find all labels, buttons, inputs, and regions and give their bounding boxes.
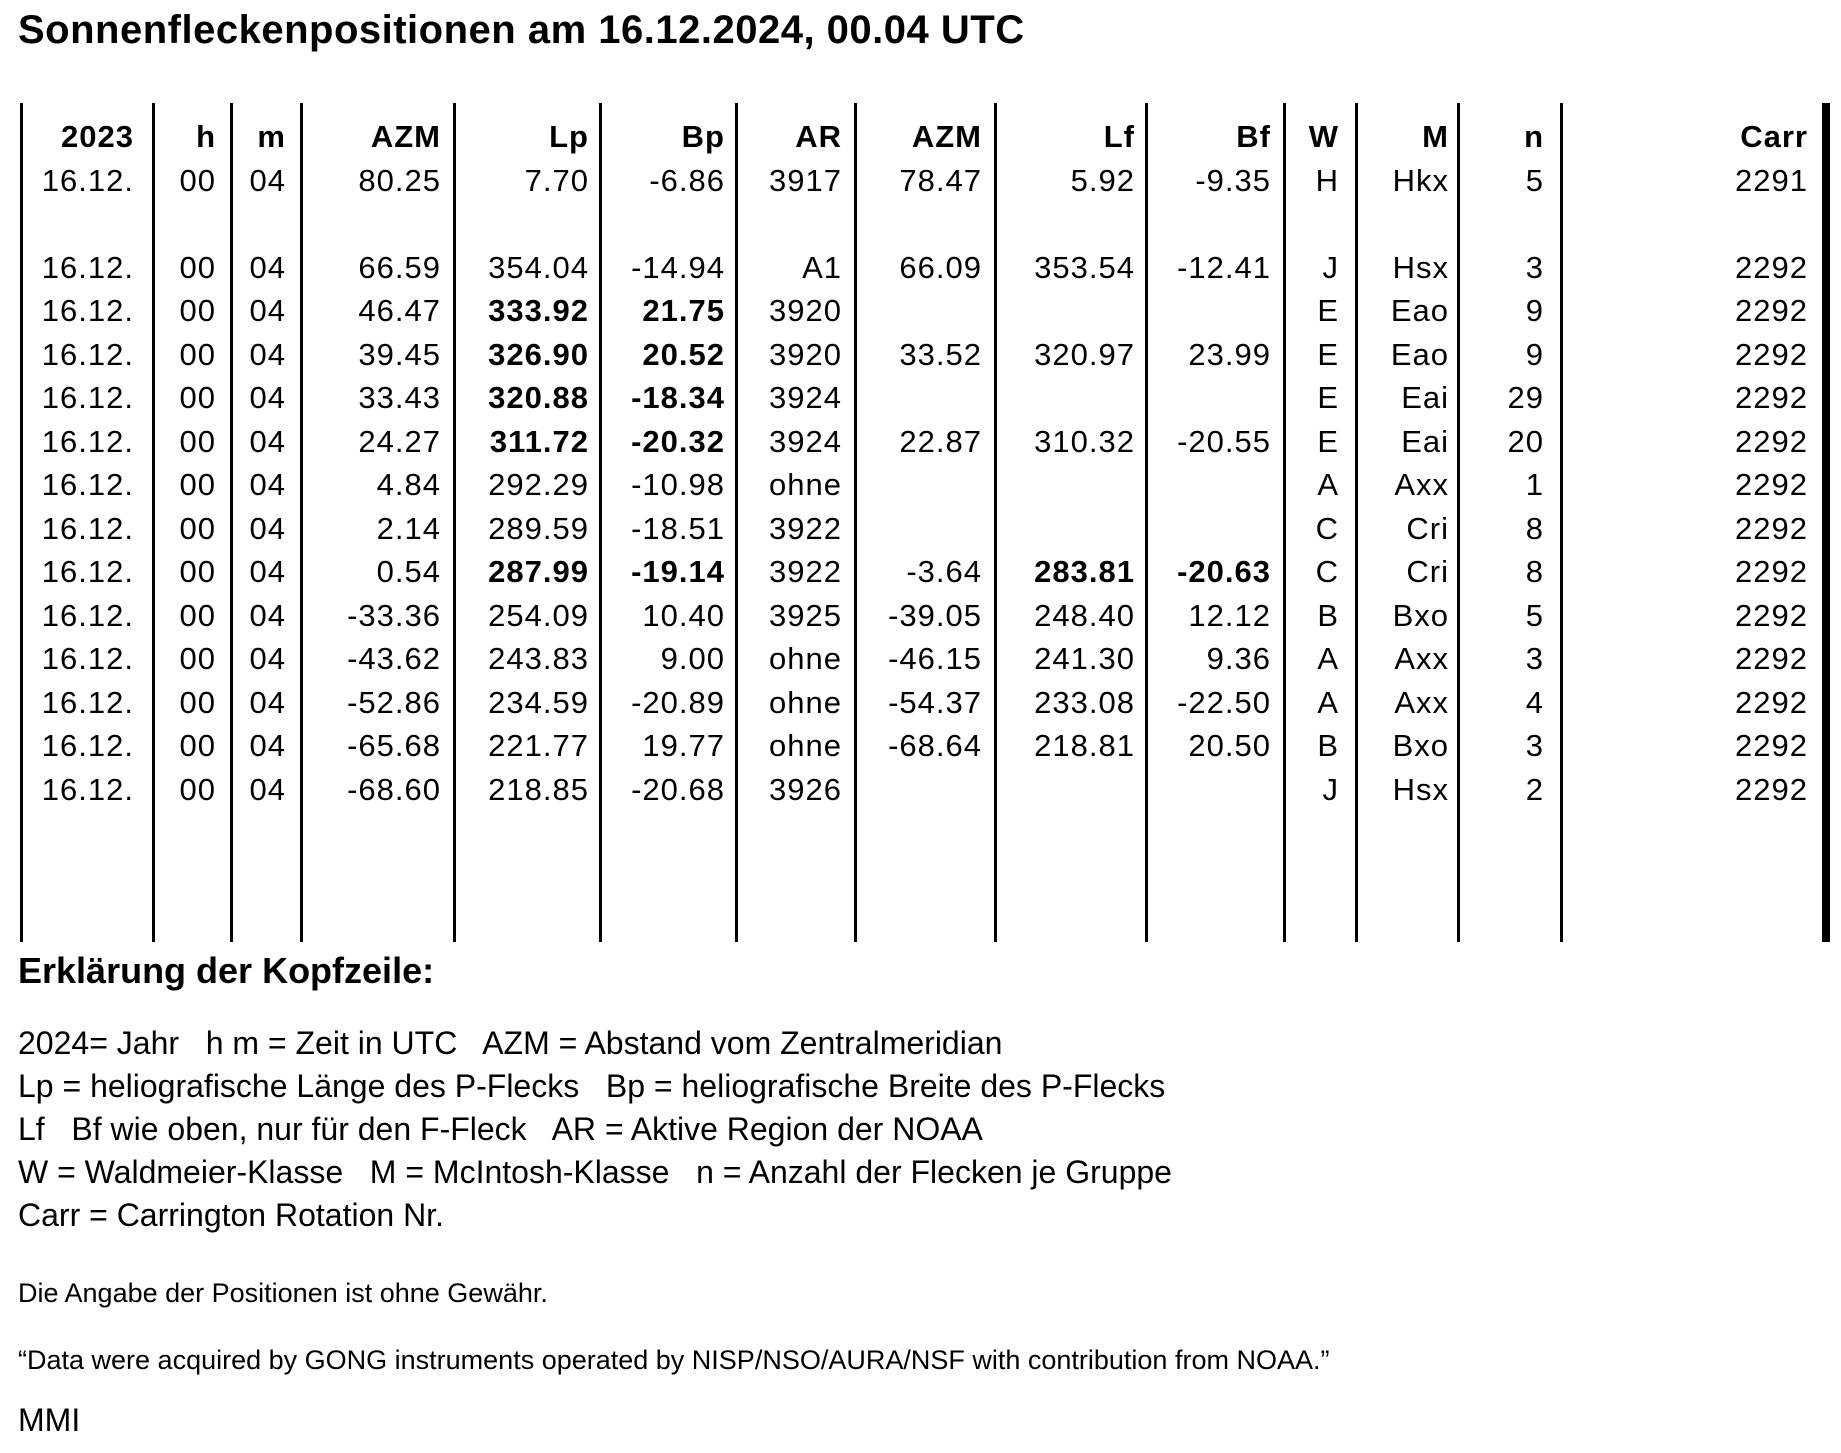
table-cell: 33.43 bbox=[358, 380, 441, 415]
table-cell: 00 bbox=[179, 249, 216, 285]
table-cell: 80.25 bbox=[358, 162, 441, 198]
table-cell bbox=[303, 202, 453, 246]
table-cell: -20.68 bbox=[631, 771, 725, 807]
table-cell: 00 bbox=[179, 467, 216, 502]
table-cell bbox=[1563, 202, 1822, 246]
table-cell bbox=[997, 202, 1145, 246]
table-cell: 78.47 bbox=[899, 162, 982, 198]
table-cell: 310.32 bbox=[1034, 423, 1135, 459]
table-cell: 00 bbox=[179, 554, 216, 589]
table-cell: 8 bbox=[1525, 554, 1544, 589]
table-cell: C bbox=[1315, 510, 1339, 546]
table-column-m-class bbox=[1358, 103, 1460, 942]
table-cell bbox=[1148, 768, 1283, 812]
disclaimer-text: Die Angabe der Positionen ist ohne Gewähr. bbox=[18, 1278, 548, 1308]
table-cell bbox=[233, 202, 300, 246]
table-column-ar bbox=[738, 103, 857, 942]
table-cell: 1 bbox=[1525, 467, 1544, 502]
table-column-minute bbox=[233, 103, 303, 942]
table-cell: -46.15 bbox=[888, 641, 982, 676]
table-cell: 33.52 bbox=[899, 336, 982, 372]
table-column-year bbox=[23, 103, 155, 942]
table-cell: 29 bbox=[1507, 380, 1544, 415]
table-column-carr bbox=[1563, 103, 1822, 942]
table-cell: -9.35 bbox=[1195, 162, 1271, 198]
table-cell: 04 bbox=[249, 423, 286, 459]
table-cell: H bbox=[1315, 162, 1339, 198]
table-cell: 16.12. bbox=[41, 249, 134, 285]
table-cell: 3926 bbox=[769, 771, 842, 807]
column-header-lp: Lp bbox=[549, 119, 589, 154]
table-cell: 2292 bbox=[1735, 380, 1808, 415]
table-cell bbox=[23, 202, 152, 246]
table-cell: E bbox=[1317, 293, 1339, 328]
column-header-w: W bbox=[1308, 119, 1339, 154]
table-cell: 16.12. bbox=[41, 728, 134, 763]
table-cell: -20.63 bbox=[1177, 554, 1271, 589]
page-title: Sonnenfleckenpositionen am 16.12.2024, 00.04 UTC bbox=[18, 8, 1025, 52]
table-column-n bbox=[1460, 103, 1563, 942]
sunspot-table bbox=[20, 103, 1830, 942]
table-cell: 2291 bbox=[1735, 162, 1808, 198]
table-cell: 2292 bbox=[1735, 728, 1808, 763]
table-cell: ohne bbox=[769, 467, 842, 502]
table-cell: 2292 bbox=[1735, 336, 1808, 372]
table-cell: 2292 bbox=[1735, 249, 1808, 285]
data-credit-text: “Data were acquired by GONG instruments operated by NISP/NSO/AURA/NSF with contribution from NOAA.” bbox=[18, 1345, 1330, 1375]
table-cell: 3920 bbox=[769, 336, 842, 372]
table-cell: A bbox=[1317, 684, 1339, 720]
table-cell: B bbox=[1317, 597, 1339, 633]
table-cell bbox=[1286, 202, 1355, 246]
table-cell: 04 bbox=[249, 641, 286, 676]
table-cell: 320.88 bbox=[488, 380, 589, 415]
table-cell: 9 bbox=[1525, 293, 1544, 328]
table-cell: 66.09 bbox=[899, 249, 982, 285]
table-cell: 218.85 bbox=[488, 771, 589, 807]
table-cell: 234.59 bbox=[488, 684, 589, 720]
table-cell: Axx bbox=[1394, 641, 1449, 676]
table-cell: 00 bbox=[179, 684, 216, 720]
table-cell bbox=[857, 507, 994, 551]
table-cell: 00 bbox=[179, 510, 216, 546]
table-cell: Eao bbox=[1390, 336, 1449, 372]
column-header-azm-f: AZM bbox=[911, 119, 982, 154]
table-cell: 3924 bbox=[769, 423, 842, 459]
table-cell: -54.37 bbox=[888, 684, 982, 720]
table-cell: 04 bbox=[249, 728, 286, 763]
explanation-line-year-time-azm: 2024= Jahr h m = Zeit in UTC AZM = Abstand vom Zentralmeridian bbox=[18, 1025, 1003, 1061]
column-header-lf: Lf bbox=[1103, 119, 1135, 154]
table-cell: -43.62 bbox=[347, 641, 441, 676]
table-column-azm-f bbox=[857, 103, 997, 942]
table-cell: 16.12. bbox=[41, 380, 134, 415]
table-cell: 00 bbox=[179, 423, 216, 459]
table-cell bbox=[997, 376, 1145, 420]
table-column-w bbox=[1286, 103, 1358, 942]
table-cell: 233.08 bbox=[1034, 684, 1135, 720]
column-header-azm-p: AZM bbox=[370, 119, 441, 154]
table-cell: -14.94 bbox=[631, 249, 725, 285]
table-cell: E bbox=[1317, 336, 1339, 372]
table-cell: 20.50 bbox=[1188, 728, 1271, 763]
column-header-carr: Carr bbox=[1740, 119, 1808, 154]
explanation-line-lp-bp: Lp = heliografische Länge des P-Flecks Bp = heliografische Breite des P-Flecks bbox=[18, 1068, 1166, 1104]
table-cell: -65.68 bbox=[347, 728, 441, 763]
table-cell: A bbox=[1317, 467, 1339, 502]
table-cell: E bbox=[1317, 380, 1339, 415]
table-cell: A1 bbox=[802, 249, 842, 285]
table-cell bbox=[1148, 463, 1283, 507]
table-cell: 04 bbox=[249, 380, 286, 415]
table-cell: 333.92 bbox=[488, 293, 589, 328]
table-cell bbox=[1148, 289, 1283, 333]
table-cell: Bxo bbox=[1392, 728, 1449, 763]
table-cell: 2292 bbox=[1735, 684, 1808, 720]
table-cell: 254.09 bbox=[488, 597, 589, 633]
table-cell: 00 bbox=[179, 597, 216, 633]
table-cell: 7.70 bbox=[524, 162, 589, 198]
table-cell: 248.40 bbox=[1034, 597, 1135, 633]
table-cell: -12.41 bbox=[1177, 249, 1271, 285]
column-header-n: n bbox=[1524, 119, 1544, 154]
table-cell: 04 bbox=[249, 293, 286, 328]
table-cell: 16.12. bbox=[41, 641, 134, 676]
table-cell bbox=[456, 202, 599, 246]
table-column-bf bbox=[1148, 103, 1286, 942]
table-cell: 04 bbox=[249, 554, 286, 589]
table-cell: -22.50 bbox=[1177, 684, 1271, 720]
table-cell: C bbox=[1315, 554, 1339, 589]
table-cell: Bxo bbox=[1392, 597, 1449, 633]
table-cell: 292.29 bbox=[488, 467, 589, 502]
table-cell: 3920 bbox=[769, 293, 842, 328]
table-cell: ohne bbox=[769, 641, 842, 676]
table-cell: 2292 bbox=[1735, 467, 1808, 502]
table-cell: 19.77 bbox=[642, 728, 725, 763]
table-cell: ohne bbox=[769, 728, 842, 763]
table-cell: 2292 bbox=[1735, 641, 1808, 676]
explanation-heading: Erklärung der Kopfzeile: bbox=[18, 950, 435, 991]
table-cell bbox=[602, 202, 735, 246]
table-column-hour bbox=[155, 103, 233, 942]
table-cell: 16.12. bbox=[41, 293, 134, 328]
table-cell: 243.83 bbox=[488, 641, 589, 676]
table-cell bbox=[857, 202, 994, 246]
table-cell: 3925 bbox=[769, 597, 842, 633]
table-cell: 00 bbox=[179, 728, 216, 763]
table-cell: 3917 bbox=[769, 162, 842, 198]
table-cell: 04 bbox=[249, 249, 286, 285]
table-cell bbox=[997, 463, 1145, 507]
table-cell bbox=[738, 202, 854, 246]
table-cell: 39.45 bbox=[358, 336, 441, 372]
table-cell: 00 bbox=[179, 162, 216, 198]
table-cell: 16.12. bbox=[41, 684, 134, 720]
table-cell: 8 bbox=[1525, 510, 1544, 546]
table-cell: 10.40 bbox=[642, 597, 725, 633]
table-cell bbox=[997, 768, 1145, 812]
table-cell: 3924 bbox=[769, 380, 842, 415]
table-cell: 04 bbox=[249, 467, 286, 502]
table-cell: 4.84 bbox=[376, 467, 441, 502]
table-cell: 16.12. bbox=[41, 510, 134, 546]
table-cell: J bbox=[1322, 771, 1339, 807]
table-cell: 2292 bbox=[1735, 423, 1808, 459]
table-cell: 2292 bbox=[1735, 771, 1808, 807]
table-cell: 5.92 bbox=[1070, 162, 1135, 198]
table-cell: 2292 bbox=[1735, 510, 1808, 546]
table-cell: 5 bbox=[1525, 162, 1544, 198]
table-cell: -10.98 bbox=[631, 467, 725, 502]
table-cell bbox=[997, 289, 1145, 333]
table-cell: Eai bbox=[1401, 423, 1449, 459]
table-cell: 9.00 bbox=[660, 641, 725, 676]
table-cell: -33.36 bbox=[347, 597, 441, 633]
table-cell: 283.81 bbox=[1034, 554, 1135, 589]
table-cell: 00 bbox=[179, 336, 216, 372]
table-cell: -18.34 bbox=[631, 380, 725, 415]
table-cell: 0.54 bbox=[376, 554, 441, 589]
table-cell: 289.59 bbox=[488, 510, 589, 546]
explanation-lines bbox=[18, 1022, 1172, 1237]
table-cell: Cri bbox=[1406, 510, 1449, 546]
table-cell: -20.55 bbox=[1177, 423, 1271, 459]
table-cell: 2292 bbox=[1735, 293, 1808, 328]
table-cell: 3922 bbox=[769, 510, 842, 546]
table-cell: 23.99 bbox=[1188, 336, 1271, 372]
table-cell: 287.99 bbox=[488, 554, 589, 589]
table-cell: 16.12. bbox=[41, 162, 134, 198]
table-cell: 00 bbox=[179, 641, 216, 676]
column-header-year: 2023 bbox=[61, 119, 134, 154]
table-cell: 16.12. bbox=[41, 771, 134, 807]
column-header-bf: Bf bbox=[1236, 119, 1271, 154]
table-cell: 66.59 bbox=[358, 249, 441, 285]
table-cell: Axx bbox=[1394, 684, 1449, 720]
table-cell: 24.27 bbox=[358, 423, 441, 459]
table-cell: 04 bbox=[249, 162, 286, 198]
table-cell: 2292 bbox=[1735, 597, 1808, 633]
table-cell: 20.52 bbox=[642, 336, 725, 372]
table-cell bbox=[1358, 202, 1457, 246]
table-cell: Axx bbox=[1394, 467, 1449, 502]
table-cell bbox=[857, 289, 994, 333]
column-header-minute: m bbox=[257, 119, 286, 154]
table-cell: 46.47 bbox=[358, 293, 441, 328]
table-cell: 2.14 bbox=[376, 510, 441, 546]
table-column-bp bbox=[602, 103, 738, 942]
table-cell bbox=[857, 768, 994, 812]
table-cell: 16.12. bbox=[41, 423, 134, 459]
column-header-ar: AR bbox=[795, 119, 842, 154]
table-cell: 311.72 bbox=[489, 423, 589, 459]
table-cell bbox=[1460, 202, 1560, 246]
table-cell: 354.04 bbox=[488, 249, 589, 285]
table-cell: 00 bbox=[179, 380, 216, 415]
table-cell: 3 bbox=[1525, 249, 1544, 285]
table-cell bbox=[857, 463, 994, 507]
table-cell: Eao bbox=[1390, 293, 1449, 328]
table-cell: -68.64 bbox=[888, 728, 982, 763]
table-cell: 04 bbox=[249, 336, 286, 372]
table-cell bbox=[857, 376, 994, 420]
table-cell: 3922 bbox=[769, 554, 842, 589]
table-cell: 16.12. bbox=[41, 554, 134, 589]
table-cell: 04 bbox=[249, 510, 286, 546]
table-cell: Hsx bbox=[1392, 249, 1449, 285]
table-cell: -68.60 bbox=[347, 771, 441, 807]
table-cell: 22.87 bbox=[899, 423, 982, 459]
table-cell: 3 bbox=[1525, 728, 1544, 763]
table-cell: 16.12. bbox=[41, 336, 134, 372]
table-cell: 5 bbox=[1525, 597, 1544, 633]
table-cell: 320.97 bbox=[1034, 336, 1135, 372]
table-cell bbox=[1148, 376, 1283, 420]
table-cell: 218.81 bbox=[1034, 728, 1135, 763]
column-header-bp: Bp bbox=[681, 119, 725, 154]
column-header-hour: h bbox=[196, 119, 216, 154]
table-cell bbox=[1148, 202, 1283, 246]
table-cell bbox=[155, 202, 230, 246]
table-cell: 353.54 bbox=[1034, 249, 1135, 285]
table-cell: 20 bbox=[1507, 423, 1544, 459]
table-cell: -20.32 bbox=[631, 423, 725, 459]
signature: MMI bbox=[18, 1402, 81, 1438]
explanation-line-carr: Carr = Carrington Rotation Nr. bbox=[18, 1197, 444, 1233]
table-cell: -52.86 bbox=[347, 684, 441, 720]
table-cell: 16.12. bbox=[41, 467, 134, 502]
table-cell: 00 bbox=[179, 771, 216, 807]
table-cell: -6.86 bbox=[649, 162, 725, 198]
table-cell: E bbox=[1317, 423, 1339, 459]
table-column-lp bbox=[456, 103, 602, 942]
table-column-azm-p bbox=[303, 103, 456, 942]
table-cell: 241.30 bbox=[1034, 641, 1135, 676]
table-cell: 9.36 bbox=[1206, 641, 1271, 676]
table-cell: 326.90 bbox=[488, 336, 589, 372]
table-cell: 04 bbox=[249, 771, 286, 807]
table-cell: 00 bbox=[179, 293, 216, 328]
table-cell: Eai bbox=[1401, 380, 1449, 415]
table-cell: 2 bbox=[1525, 771, 1544, 807]
table-cell: B bbox=[1317, 728, 1339, 763]
table-cell: Hkx bbox=[1392, 162, 1449, 198]
table-cell: -20.89 bbox=[631, 684, 725, 720]
table-cell bbox=[1148, 507, 1283, 551]
table-cell: 221.77 bbox=[488, 728, 589, 763]
table-cell: 04 bbox=[249, 597, 286, 633]
column-header-m-class: M bbox=[1422, 119, 1449, 154]
table-cell: 16.12. bbox=[41, 597, 134, 633]
table-cell: A bbox=[1317, 641, 1339, 676]
table-cell: Hsx bbox=[1392, 771, 1449, 807]
table-cell: 04 bbox=[249, 684, 286, 720]
table-cell: -3.64 bbox=[906, 554, 982, 589]
table-cell: 9 bbox=[1525, 336, 1544, 372]
table-cell: 12.12 bbox=[1188, 597, 1271, 633]
table-cell: 4 bbox=[1525, 684, 1544, 720]
explanation-line-lf-bf-ar: Lf Bf wie oben, nur für den F-Fleck AR = Aktive Region der NOAA bbox=[18, 1111, 983, 1147]
table-cell: -18.51 bbox=[631, 510, 725, 546]
table-cell: -19.14 bbox=[631, 554, 725, 589]
table-cell: ohne bbox=[769, 684, 842, 720]
table-cell: 21.75 bbox=[642, 293, 725, 328]
table-cell: -39.05 bbox=[888, 597, 982, 633]
table-cell: J bbox=[1322, 249, 1339, 285]
table-cell: 3 bbox=[1525, 641, 1544, 676]
table-column-lf bbox=[997, 103, 1148, 942]
table-cell: Cri bbox=[1406, 554, 1449, 589]
table-cell: 2292 bbox=[1735, 554, 1808, 589]
table-cell bbox=[997, 507, 1145, 551]
explanation-line-w-m-n: W = Waldmeier-Klasse M = McIntosh-Klasse n = Anzahl der Flecken je Gruppe bbox=[18, 1154, 1172, 1190]
